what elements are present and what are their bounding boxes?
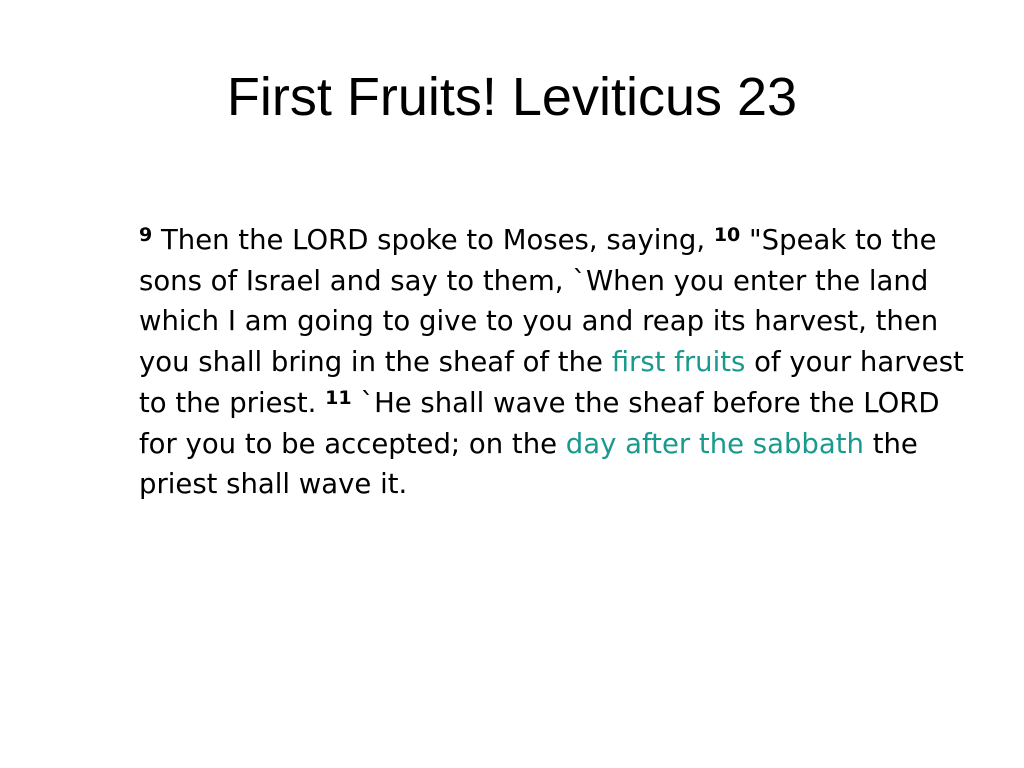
- highlight-first-fruits: first fruits: [611, 346, 746, 379]
- scripture-passage: [139, 220, 969, 505]
- verse-11-text-a: `He shall wave the sheaf before the LORD for you to be accepted; on the: [139, 386, 940, 460]
- verse-number-9: 9: [139, 224, 153, 246]
- verse-number-10: 10: [713, 224, 741, 246]
- verse-10-text-b: of your harvest to the priest.: [139, 346, 964, 419]
- verse-9-text: Then the LORD spoke to Moses, saying,: [152, 224, 714, 256]
- slide-title: First Fruits! Leviticus 23: [226, 67, 798, 127]
- highlight-day-after-sabbath: day after the sabbath: [565, 427, 864, 460]
- verse-number-11: 11: [325, 386, 352, 409]
- verse-10-text-a: "Speak to the sons of Israel and say to them, `When you enter the land which I am going to give to you and reap its harvest, then you shall bring in the sheaf of the: [139, 224, 939, 379]
- verse-11-text-b: the priest shall wave it.: [139, 427, 918, 501]
